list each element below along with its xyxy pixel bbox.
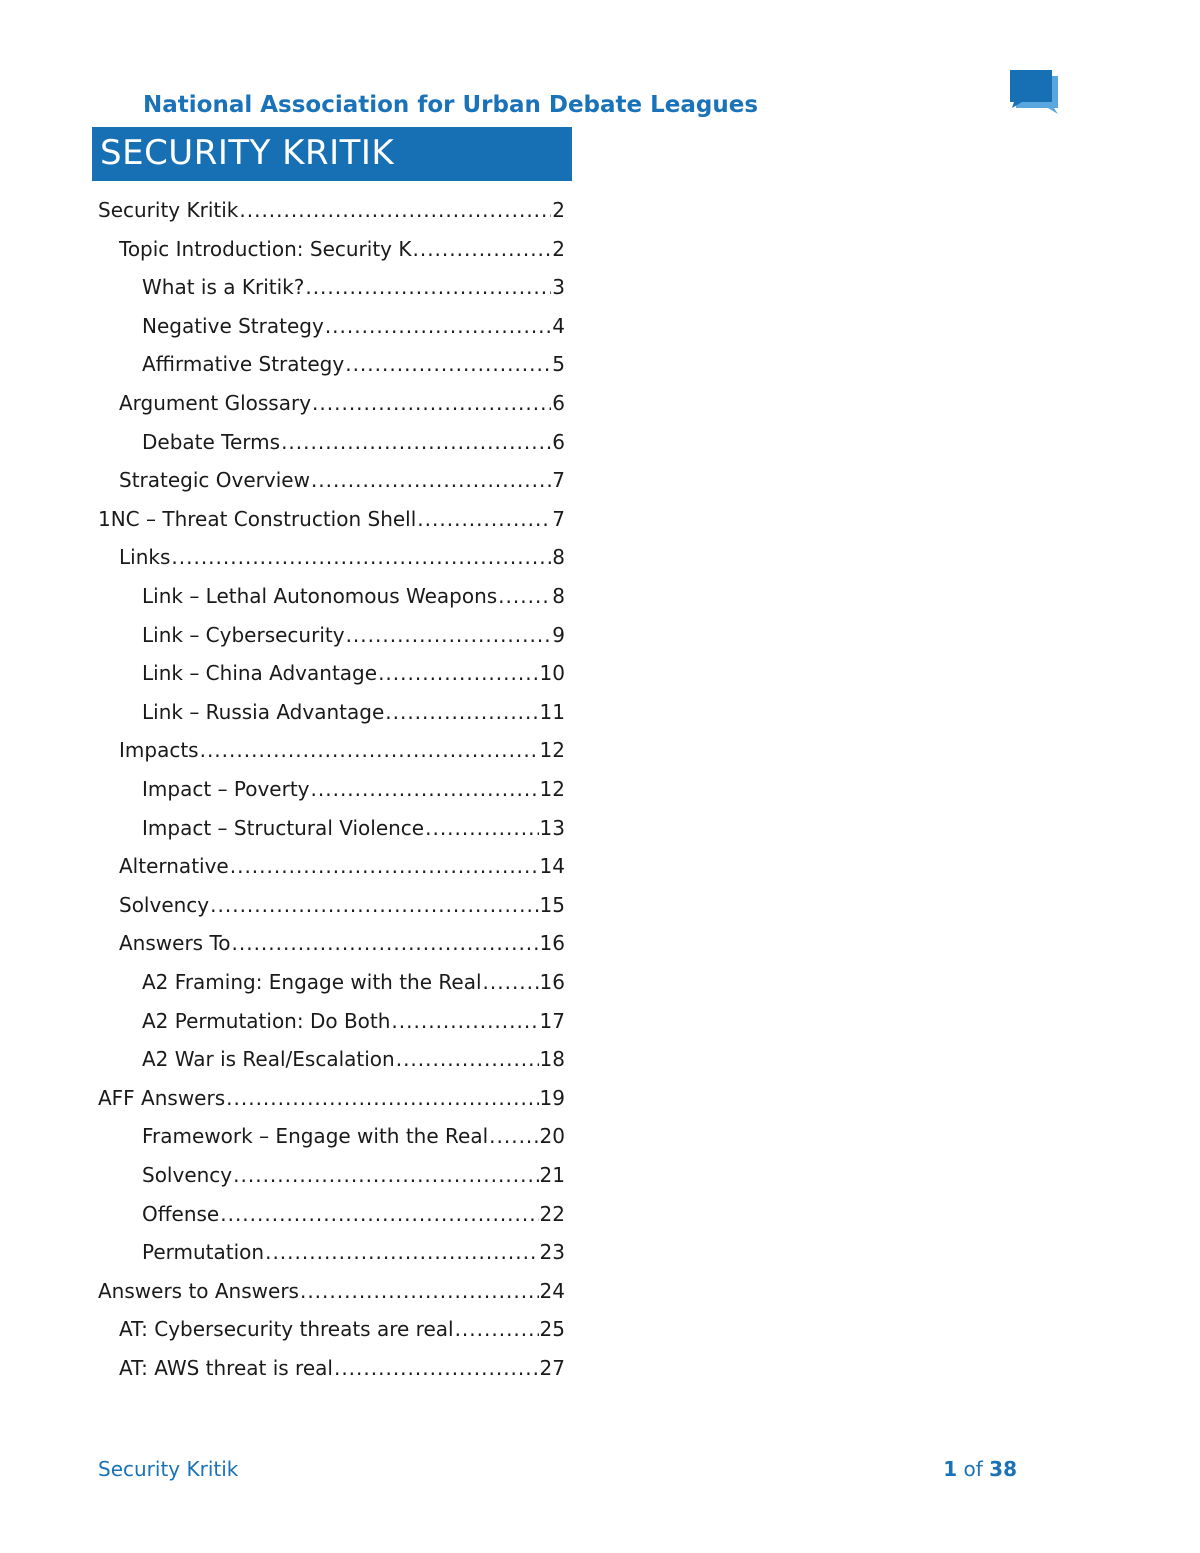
toc-entry-label: Framework – Engage with the Real [142,1124,489,1148]
toc-entry-page: 8 [552,545,565,569]
toc-entry-page: 27 [539,1356,565,1380]
toc-entry-label: Impact – Structural Violence [142,816,425,840]
toc-entry-page: 4 [552,314,565,338]
toc-dot-leader [412,237,551,261]
toc-dot-leader [346,623,552,647]
toc-entry-label: Topic Introduction: Security K [119,237,412,261]
toc-dot-leader [489,1124,538,1148]
toc-entry[interactable] [142,430,565,464]
toc-dot-leader [220,1202,538,1226]
toc-dot-leader [417,507,551,531]
toc-entry[interactable] [142,352,565,386]
toc-entry-label: Answers To [119,931,231,955]
toc-entry[interactable] [142,1124,565,1158]
toc-entry-page: 22 [539,1202,565,1226]
toc-dot-leader [345,352,551,376]
toc-dot-leader [226,1086,538,1110]
toc-entry-label: AT: AWS threat is real [119,1356,333,1380]
current-page: 1 [943,1457,958,1481]
toc-entry[interactable] [119,1356,565,1390]
toc-entry-page: 10 [539,661,565,685]
toc-entry[interactable] [142,816,565,850]
organization-name: National Association for Urban Debate Leagues [143,92,759,118]
toc-entry-label: Offense [142,1202,220,1226]
toc-entry-label: Impacts [119,738,199,762]
toc-entry[interactable] [142,1009,565,1043]
toc-dot-leader [233,1163,538,1187]
toc-entry[interactable] [119,854,565,888]
page-separator: of [963,1457,983,1481]
toc-entry[interactable] [119,893,565,927]
toc-dot-leader [312,391,551,415]
toc-entry-page: 3 [552,275,565,299]
title-banner [92,127,572,181]
toc-dot-leader [230,854,539,878]
toc-dot-leader [305,275,551,299]
toc-entry-label: AFF Answers [98,1086,226,1110]
toc-entry[interactable] [142,314,565,348]
toc-entry-page: 20 [539,1124,565,1148]
toc-entry-page: 6 [552,430,565,454]
toc-entry[interactable] [98,198,565,232]
toc-entry-page: 12 [539,738,565,762]
toc-dot-leader [311,468,551,492]
toc-entry[interactable] [142,1047,565,1081]
toc-entry-label: Strategic Overview [119,468,310,492]
toc-entry-label: Solvency [142,1163,233,1187]
toc-entry-page: 15 [539,893,565,917]
toc-dot-leader [239,198,551,222]
toc-dot-leader [171,545,551,569]
toc-dot-leader [425,816,538,840]
toc-entry[interactable] [119,391,565,425]
toc-entry[interactable] [142,275,565,309]
toc-entry[interactable] [142,661,565,695]
toc-entry-label: Debate Terms [142,430,281,454]
toc-dot-leader [334,1356,539,1380]
toc-entry-page: 5 [552,352,565,376]
toc-entry-label: 1NC – Threat Construction Shell [98,507,417,531]
toc-entry[interactable] [119,931,565,965]
toc-entry-label: Link – China Advantage [142,661,378,685]
toc-entry-page: 7 [552,468,565,492]
toc-entry-label: Link – Russia Advantage [142,700,385,724]
toc-entry[interactable] [142,1202,565,1236]
toc-entry-page: 11 [539,700,565,724]
toc-entry[interactable] [142,1240,565,1274]
toc-entry[interactable] [119,738,565,772]
toc-entry[interactable] [142,970,565,1004]
toc-dot-leader [281,430,551,454]
toc-entry-page: 23 [539,1240,565,1264]
speech-bubbles-icon [1008,70,1060,116]
toc-entry-label: Permutation [142,1240,265,1264]
toc-entry-page: 16 [539,931,565,955]
toc-dot-leader [300,1279,539,1303]
toc-dot-leader [391,1009,538,1033]
total-pages: 38 [989,1457,1017,1481]
toc-entry[interactable] [142,1163,565,1197]
toc-entry-page: 17 [539,1009,565,1033]
toc-entry-page: 16 [539,970,565,994]
toc-entry-page: 19 [539,1086,565,1110]
toc-entry-page: 7 [552,507,565,531]
toc-dot-leader [200,738,539,762]
footer-document-title: Security Kritik [98,1457,239,1481]
toc-entry-label: Alternative [119,854,229,878]
toc-dot-leader [385,700,538,724]
toc-dot-leader [378,661,538,685]
toc-entry-page: 2 [552,237,565,261]
toc-entry[interactable] [142,700,565,734]
toc-entry-page: 24 [539,1279,565,1303]
toc-entry-label: A2 Framing: Engage with the Real [142,970,482,994]
toc-entry-label: Solvency [119,893,210,917]
toc-entry-label: A2 War is Real/Escalation [142,1047,395,1071]
toc-entry-label: A2 Permutation: Do Both [142,1009,391,1033]
toc-entry-label: Links [119,545,171,569]
toc-dot-leader [210,893,538,917]
toc-entry-page: 12 [539,777,565,801]
toc-dot-leader [483,970,539,994]
toc-entry[interactable] [142,623,565,657]
toc-entry[interactable] [98,1086,565,1120]
toc-entry-label: Link – Cybersecurity [142,623,345,647]
toc-entry-label: Link – Lethal Autonomous Weapons [142,584,498,608]
toc-entry-page: 9 [552,623,565,647]
toc-dot-leader [498,584,551,608]
toc-entry[interactable] [98,1279,565,1313]
toc-dot-leader [325,314,551,338]
toc-entry[interactable] [119,545,565,579]
toc-entry[interactable] [142,777,565,811]
toc-entry-page: 25 [539,1317,565,1341]
toc-entry-page: 18 [539,1047,565,1071]
toc-entry-label: Affirmative Strategy [142,352,345,376]
toc-entry-label: Security Kritik [98,198,239,222]
toc-dot-leader [311,777,539,801]
toc-entry[interactable] [98,507,565,541]
toc-dot-leader [396,1047,539,1071]
toc-entry-page: 6 [552,391,565,415]
toc-dot-leader [265,1240,538,1264]
toc-entry-page: 2 [552,198,565,222]
toc-entry[interactable] [119,1317,565,1351]
toc-entry-label: AT: Cybersecurity threats are real [119,1317,454,1341]
toc-entry-page: 21 [539,1163,565,1187]
toc-entry-label: Negative Strategy [142,314,324,338]
toc-entry[interactable] [119,237,565,271]
toc-dot-leader [455,1317,539,1341]
toc-entry-page: 14 [539,854,565,878]
toc-dot-leader [232,931,539,955]
page-title: SECURITY KRITIK [100,133,395,173]
toc-entry-label: What is a Kritik? [142,275,305,299]
toc-entry-label: Argument Glossary [119,391,312,415]
toc-entry-page: 8 [552,584,565,608]
toc-entry[interactable] [119,468,565,502]
footer-page-number [943,1457,1017,1481]
toc-entry-label: Answers to Answers [98,1279,299,1303]
toc-entry[interactable] [142,584,565,618]
toc-entry-page: 13 [539,816,565,840]
toc-entry-label: Impact – Poverty [142,777,310,801]
